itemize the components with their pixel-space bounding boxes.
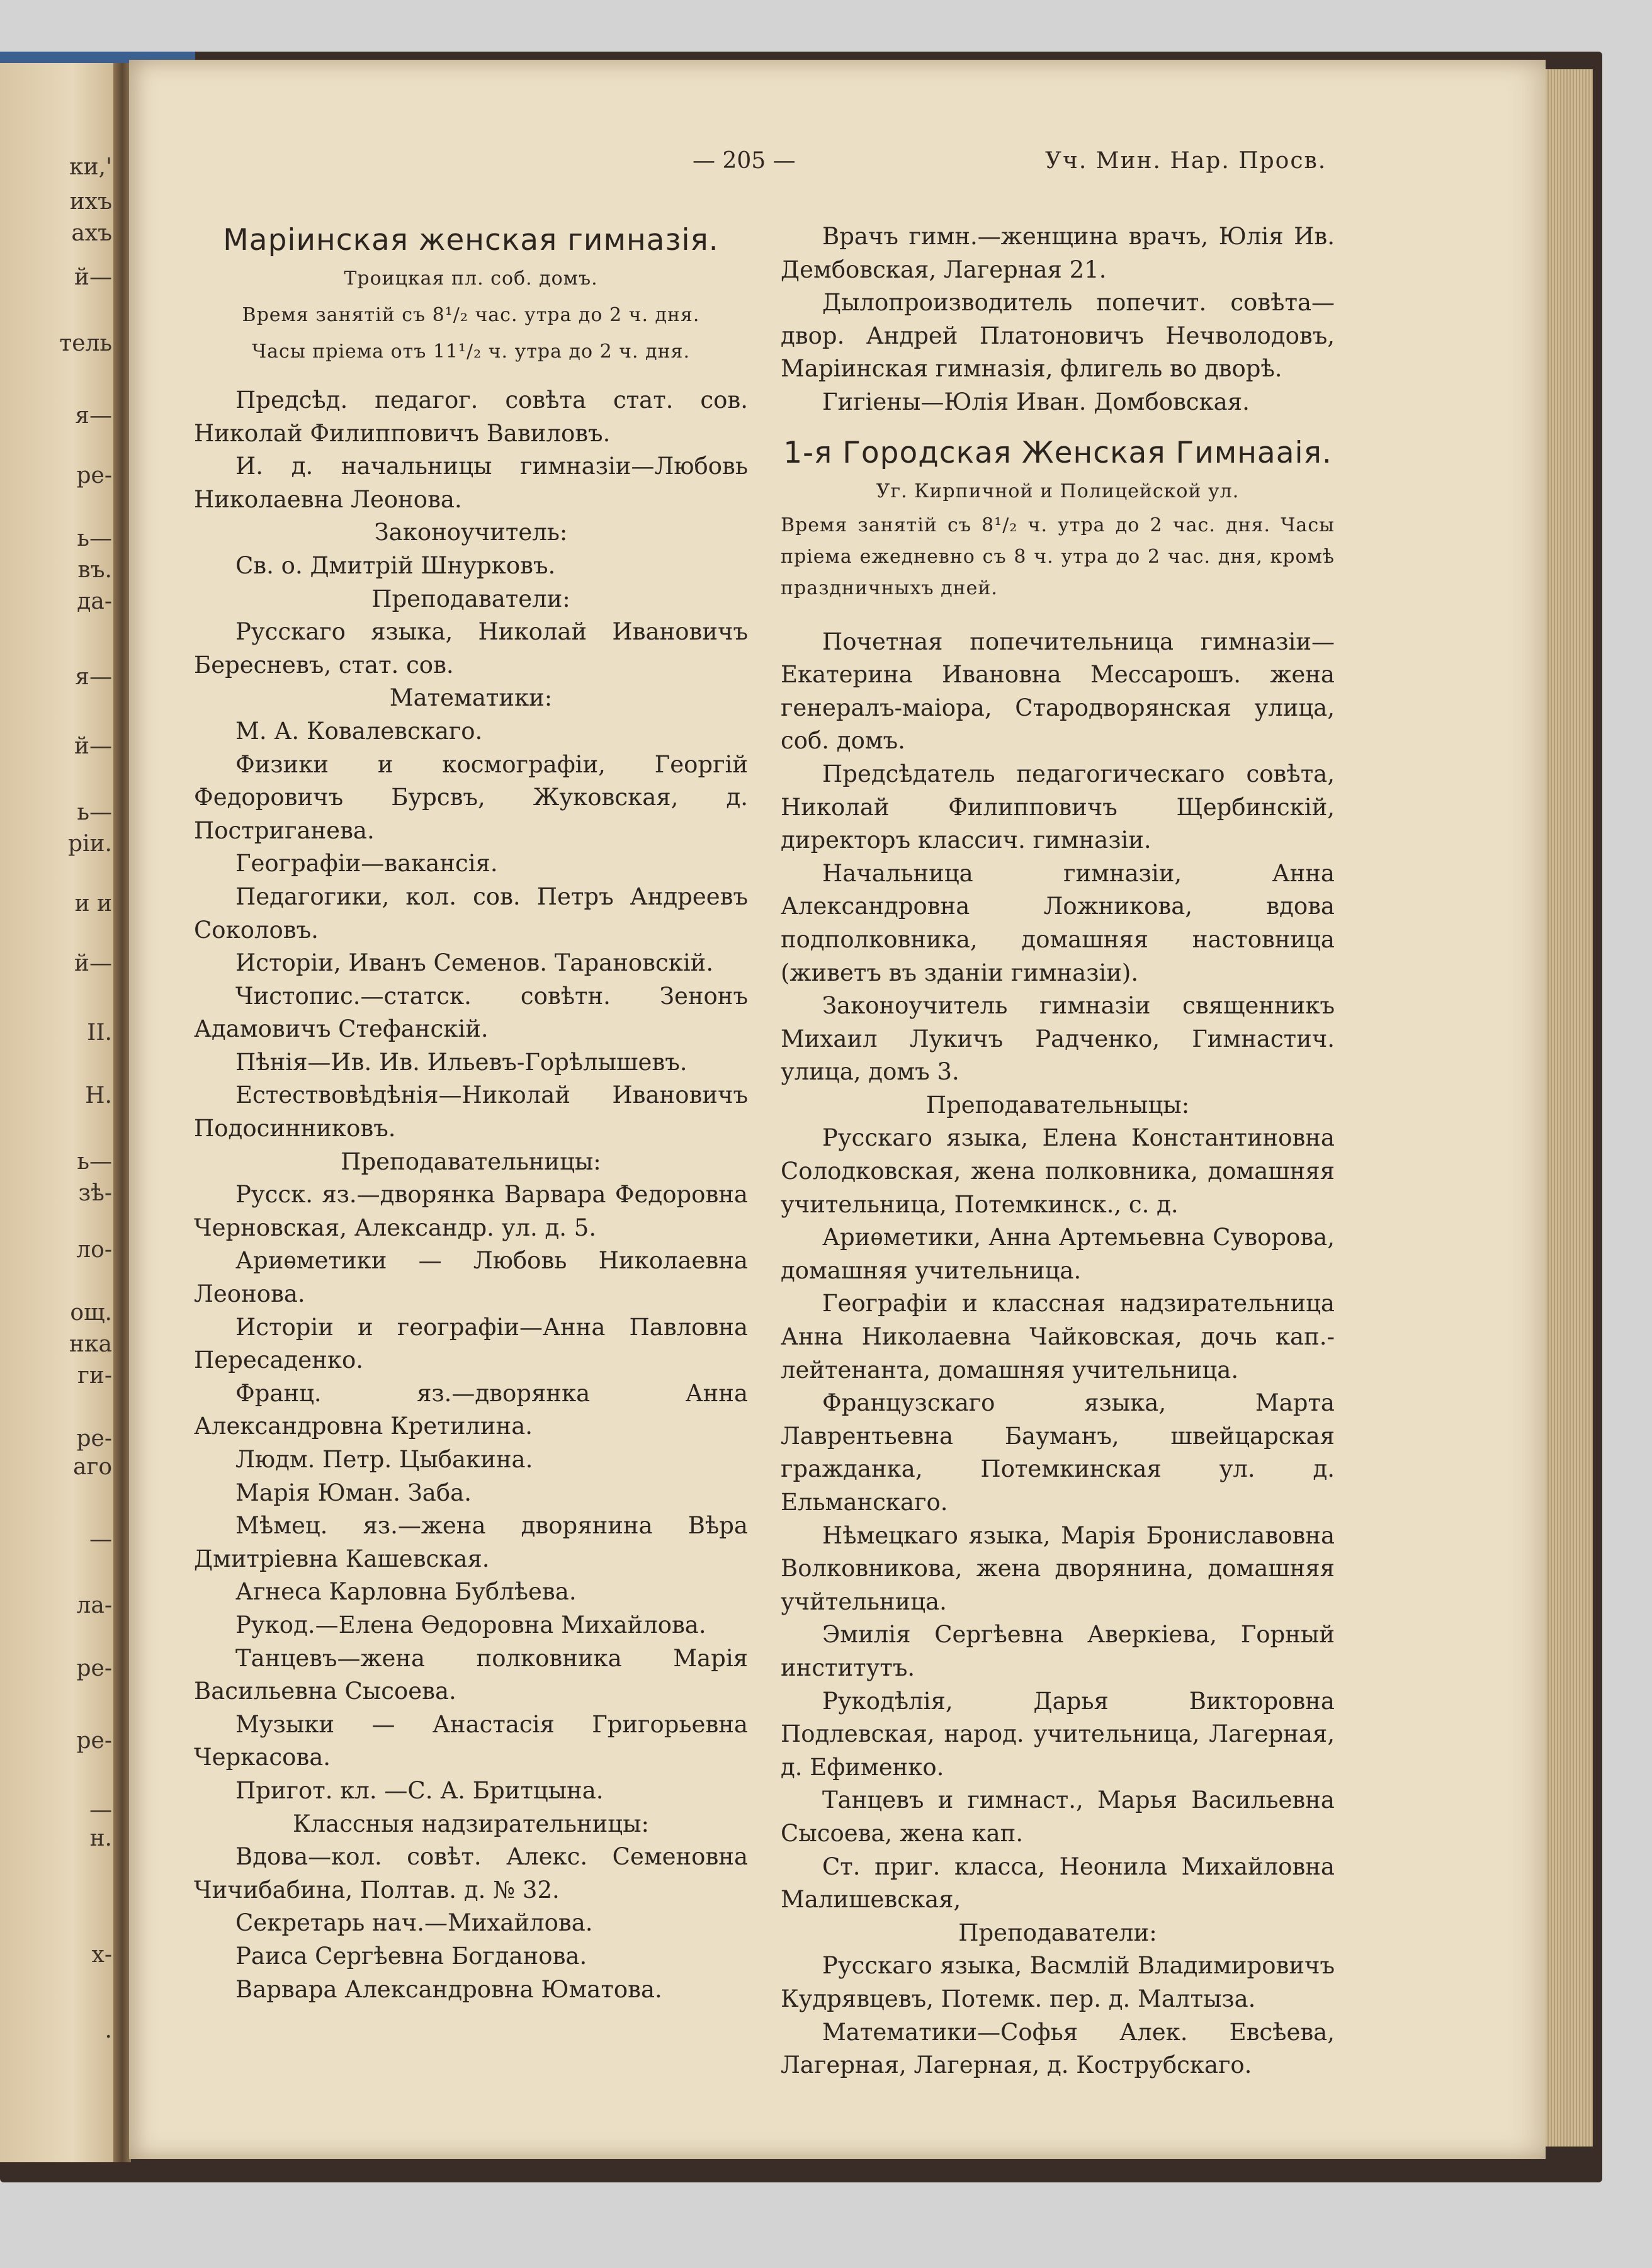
left-page-fragment: ахъ bbox=[71, 220, 112, 246]
entry-paragraph: Раиса Сергѣевна Богданова. bbox=[235, 1942, 587, 1970]
subsection-heading: Преподавательницы: bbox=[341, 1148, 601, 1175]
left-page-fragment: ь— bbox=[77, 526, 112, 551]
subsection-heading: Законоучитель: bbox=[374, 519, 568, 546]
entry-paragraph: Ариѳметики — Любовь Николаевна Леонова. bbox=[194, 1247, 748, 1308]
entry-paragraph: Музыки — Анастасія Григорьевна Черкасова. bbox=[194, 1710, 748, 1771]
entry-paragraph: Пригот. кл. —С. А. Бритцына. bbox=[235, 1776, 604, 1804]
entry-paragraph: Педагогики, кол. сов. Петръ Андреевъ Соколовъ. bbox=[194, 883, 748, 944]
entry-paragraph: Французскаго языка, Марта Лаврентьевна Бауманъ, швейцарская гражданка, Потемкинская ул. д. Ельманскаго. bbox=[781, 1389, 1335, 1516]
left-page-fragment: аго bbox=[73, 1454, 112, 1480]
entry-paragraph: Танцевъ—жена полковника Марія Васильевна Сысоева. bbox=[194, 1644, 748, 1705]
section-subtitle: Время занятій съ 8¹/₂ ч. утра до 2 час. дня. Часы пріема ежедневно съ 8 ч. утра до 2 час. дня, кромѣ праздничныхъ дней. bbox=[781, 514, 1335, 599]
entry-paragraph: Гигіены—Юлія Иван. Домбовская. bbox=[822, 388, 1250, 415]
left-page-fragment: да- bbox=[77, 589, 112, 614]
left-page-fragment: тель bbox=[59, 330, 112, 356]
left-page-fragment: н. bbox=[89, 1825, 112, 1851]
left-page-fragment: — bbox=[89, 1526, 112, 1552]
left-page-fragment: й— bbox=[74, 733, 112, 759]
entry-paragraph: Дылопроизводитель попечит. совѣта—двор. Андрей Платоновичъ Нечволодовъ, Маріинская гимназія, флигель во дворѣ. bbox=[781, 289, 1335, 383]
spacer bbox=[781, 604, 1335, 626]
entry-paragraph: Исторіи и географіи—Анна Павловна Пересаденко. bbox=[194, 1313, 748, 1374]
left-page-fragment: ла- bbox=[76, 1593, 112, 1618]
left-page-fragment: ре- bbox=[76, 463, 112, 488]
entry-paragraph: Русскаго языка, Николай Ивановичъ Бересневъ, стат. сов. bbox=[194, 618, 748, 679]
left-page-fragment: ь— bbox=[77, 799, 112, 825]
entry-paragraph: Людм. Петр. Цыбакина. bbox=[235, 1446, 533, 1473]
left-page-fragment: ощ. bbox=[70, 1300, 112, 1326]
entry-paragraph: Св. о. Дмитрій Шнурковъ. bbox=[235, 551, 556, 579]
left-column bbox=[194, 220, 748, 2006]
section-subtitle: Часы пріема отъ 11¹/₂ ч. утра до 2 ч. дня. bbox=[251, 341, 691, 363]
entry-paragraph: Танцевъ и гимнаст., Марья Васильевна Сысоева, жена кап. bbox=[781, 1786, 1335, 1847]
entry-paragraph: Варвара Александровна Юматова. bbox=[235, 1975, 662, 2003]
entry-paragraph: Географіи и классная надзирательница Анна Николаевна Чайковская, дочь кап.-лейтенанта, домашняя учительница. bbox=[781, 1290, 1335, 1384]
left-page-fragment: ло- bbox=[76, 1237, 112, 1263]
left-page bbox=[0, 63, 121, 2162]
entry-paragraph: Нѣмецкаго языка, Марія Брониславовна Волковникова, жена дворянина, домашняя учйтельница. bbox=[781, 1521, 1335, 1615]
entry-paragraph: Чистопис.—статск. совѣтн. Зенонъ Адамовичъ Стефанскій. bbox=[194, 982, 748, 1043]
left-page-fragment: ре- bbox=[76, 1656, 112, 1681]
left-page-fragment: й— bbox=[74, 264, 112, 290]
subsection-heading: Классныя надзирательницы: bbox=[293, 1810, 649, 1837]
right-column bbox=[781, 220, 1335, 2082]
entry-paragraph: Ариѳметики, Анна Артемьевна Суворова, домашняя учительница. bbox=[781, 1224, 1335, 1284]
section-subtitle: Троицкая пл. соб. домъ. bbox=[344, 268, 598, 290]
entry-paragraph: Врачъ гимн.—женщина врачъ, Юлія Ив. Дембовская, Лагерная 21. bbox=[781, 223, 1335, 283]
left-page-fragment: ки,' bbox=[69, 154, 112, 180]
left-page-fragment: . bbox=[105, 2017, 112, 2043]
left-page-fragment: ре- bbox=[76, 1728, 112, 1754]
entry-paragraph: Физики и космографіи, Георгій Федоровичъ Бурсвъ, Жуковская, д. Постриганева. bbox=[194, 750, 748, 844]
left-page-fragment: зѣ- bbox=[78, 1180, 112, 1206]
left-page-fragment: ріи. bbox=[68, 831, 112, 857]
subsection-heading: Преподавательныцы: bbox=[925, 1091, 1190, 1119]
left-page-fragment: II. bbox=[87, 1020, 112, 1046]
entry-paragraph: Вдова—кол. совѣт. Алекс. Семеновна Чичибабина, Полтав. д. № 32. bbox=[194, 1843, 748, 1904]
entry-paragraph: Законоучитель гимназіи священникъ Михаил Лукичъ Радченко, Гимнастич. улица, домъ 3. bbox=[781, 992, 1335, 1086]
left-page-fragment: и и bbox=[74, 891, 112, 917]
entry-paragraph: Естествовѣдѣнія—Николай Ивановичъ Подосинниковъ. bbox=[194, 1081, 748, 1142]
entry-paragraph: Начальница гимназіи, Анна Александровна Ложникова, вдова подполковника, домашняя настовница (живетъ въ зданіи гимназіи). bbox=[781, 859, 1335, 986]
entry-paragraph: Пѣнія—Ив. Ив. Ильевъ-Горѣлышевъ. bbox=[235, 1048, 687, 1076]
subsection-heading: Преподаватели: bbox=[958, 1919, 1157, 1946]
entry-paragraph: Географіи—вакансія. bbox=[235, 850, 498, 877]
page-number: — 205 — bbox=[693, 148, 796, 174]
entry-paragraph: Марія Юман. Заба. bbox=[235, 1479, 472, 1506]
subsection-heading: Преподаватели: bbox=[371, 585, 570, 612]
book-spine bbox=[113, 63, 131, 2162]
entry-paragraph: М. А. Ковалевскаго. bbox=[235, 717, 483, 745]
running-header: Уч. Мин. Нар. Просв. bbox=[1045, 148, 1327, 174]
left-page-fragment: ги- bbox=[77, 1363, 112, 1389]
entry-paragraph: Предсѣд. педагог. совѣта стат. сов. Николай Филипповичъ Вавиловъ. bbox=[194, 386, 748, 447]
left-page-fragment: ихъ bbox=[69, 189, 112, 215]
entry-paragraph: Русск. яз.—дворянка Варвара Федоровна Черновская, Александр. ул. д. 5. bbox=[194, 1181, 748, 1241]
spacer bbox=[781, 419, 1335, 433]
left-page-fragment: нка bbox=[69, 1331, 112, 1357]
section-title: Маріинская женская гимназія. bbox=[223, 223, 719, 257]
left-page-fragment: Н. bbox=[85, 1083, 112, 1109]
entry-paragraph: Рукод.—Елена Ѳедоровна Михайлова. bbox=[235, 1611, 706, 1639]
left-page-fragment: въ. bbox=[77, 557, 112, 583]
section-subtitle: Уг. Кирпичной и Полицейской ул. bbox=[876, 480, 1240, 502]
subsection-heading: Математики: bbox=[389, 684, 553, 712]
entry-paragraph: Рукодѣлія, Дарья Викторовна Подлевская, народ. учительница, Лагерная, д. Ефименко. bbox=[781, 1687, 1335, 1781]
entry-paragraph: Эмилія Сергѣевна Аверкіева, Горный институтъ. bbox=[781, 1621, 1335, 1681]
section-subtitle: Время занятій съ 8¹/₂ час. утра до 2 ч. дня. bbox=[242, 304, 700, 326]
left-page-fragment: я— bbox=[75, 403, 112, 429]
page-edges bbox=[1546, 69, 1593, 2147]
entry-paragraph: Мѣмец. яз.—жена дворянина Вѣра Дмитріевна Кашевская. bbox=[194, 1512, 748, 1572]
section-title: 1-я Городская Женская Гимнааія. bbox=[783, 435, 1332, 470]
left-page-fragment: ь— bbox=[77, 1149, 112, 1175]
left-page-fragment: — bbox=[89, 1797, 112, 1823]
entry-paragraph: Исторіи, Иванъ Семенов. Тарановскій. bbox=[235, 949, 714, 977]
entry-paragraph: Почетная попечительница гимназіи—Екатерина Ивановна Мессарошъ. жена генералъ-маіора, Стародворянская улица, соб. домъ. bbox=[781, 628, 1335, 755]
left-page-fragment: й— bbox=[74, 951, 112, 976]
left-page-fragment: ре- bbox=[76, 1426, 112, 1452]
entry-paragraph: Предсѣдатель педагогическаго совѣта, Николай Филипповичъ Щербинскій, директоръ классич. гимназіи. bbox=[781, 760, 1335, 854]
entry-paragraph: Русскаго языка, Елена Константиновна Солодковская, жена полковника, домашняя учительница, Потемкинск., с. д. bbox=[781, 1124, 1335, 1218]
entry-paragraph: Агнеса Карловна Бублѣева. bbox=[235, 1578, 577, 1606]
entry-paragraph: И. д. начальницы гимназіи—Любовь Николаевна Леонова. bbox=[194, 453, 748, 513]
spacer bbox=[194, 370, 748, 384]
entry-paragraph: Франц. яз.—дворянка Анна Александровна Кретилина. bbox=[194, 1379, 748, 1440]
entry-paragraph: Русскаго языка, Васмлій Владимировичъ Кудрявцевъ, Потемк. пер. д. Малтыза. bbox=[781, 1952, 1335, 2012]
left-page-fragment: я— bbox=[75, 664, 112, 690]
left-page-fragment: х- bbox=[91, 1942, 112, 1968]
entry-paragraph: Ст. приг. класса, Неонила Михайловна Малишевская, bbox=[781, 1853, 1335, 1914]
entry-paragraph: Секретарь нач.—Михайлова. bbox=[235, 1909, 593, 1937]
entry-paragraph: Математики—Софья Алек. Евсѣева, Лагерная, Лагерная, д. Кострубскаго. bbox=[781, 2018, 1335, 2079]
